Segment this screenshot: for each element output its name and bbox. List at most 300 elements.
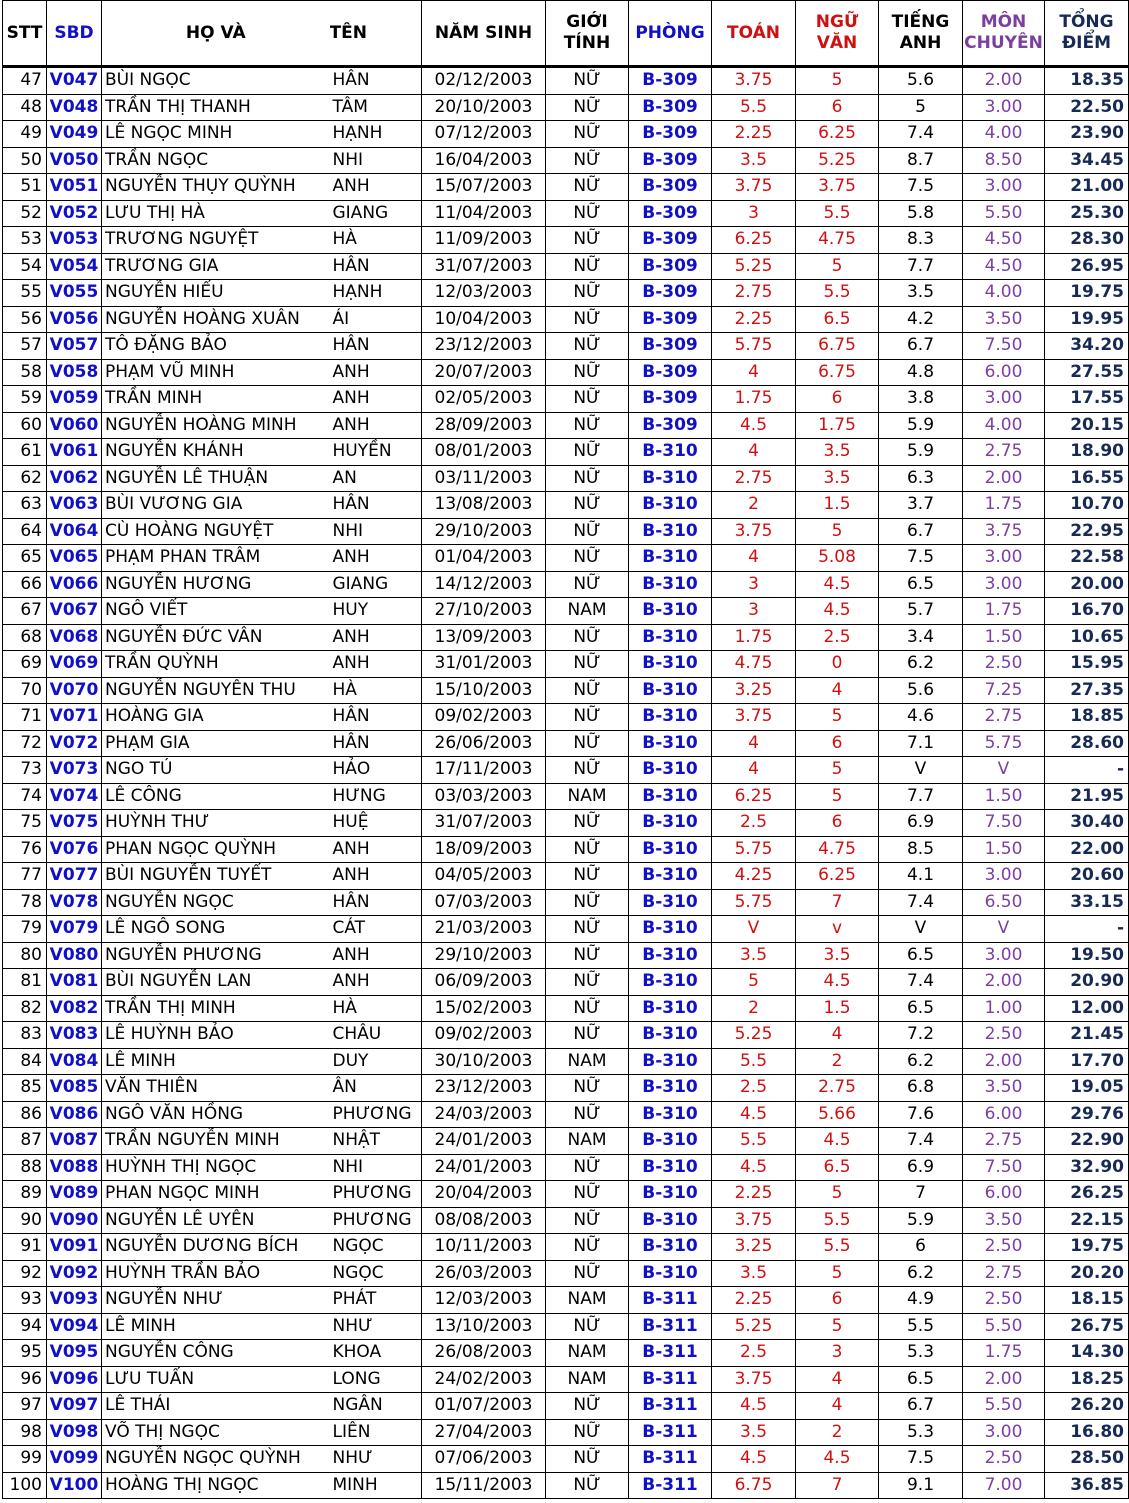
- cell-tieng-anh: 7.5: [879, 1446, 963, 1473]
- cell-nam-sinh: 23/12/2003: [422, 1075, 546, 1102]
- cell-ho: NGUYỄN KHÁNH: [102, 439, 330, 466]
- cell-tong-diem: 28.50: [1045, 1446, 1129, 1473]
- cell-tieng-anh: 5.7: [879, 598, 963, 625]
- cell-sbd: V057: [47, 333, 102, 360]
- cell-ngu-van: 6.5: [796, 306, 879, 333]
- cell-ngu-van: 4.5: [796, 571, 879, 598]
- cell-sbd: V073: [47, 757, 102, 784]
- cell-tieng-anh: V: [879, 916, 963, 943]
- cell-gioi-tinh: NỮ: [546, 863, 629, 890]
- cell-tong-diem: 20.00: [1045, 571, 1129, 598]
- cell-ho: PHẠM PHAN TRÂM: [102, 545, 330, 572]
- cell-tong-diem: 22.00: [1045, 836, 1129, 863]
- cell-stt: 98: [3, 1419, 47, 1446]
- cell-ho: NGUYỄN HOÀNG XUÂN: [102, 306, 330, 333]
- table-row: [3, 1207, 1129, 1234]
- cell-stt: 66: [3, 571, 47, 598]
- cell-nam-sinh: 02/12/2003: [422, 67, 546, 95]
- table-row: [3, 704, 1129, 731]
- cell-phong: B-310: [629, 1234, 712, 1261]
- cell-mon-chuyen: 3.50: [963, 1075, 1045, 1102]
- cell-toan: 2.25: [712, 1181, 796, 1208]
- cell-ngu-van: 3: [796, 1340, 879, 1367]
- cell-ho: HUỲNH THỊ NGỌC: [102, 1154, 330, 1181]
- cell-stt: 91: [3, 1234, 47, 1261]
- cell-mon-chuyen: 3.00: [963, 571, 1045, 598]
- cell-mon-chuyen: 2.00: [963, 1048, 1045, 1075]
- cell-stt: 79: [3, 916, 47, 943]
- table-row: [3, 942, 1129, 969]
- cell-sbd: V077: [47, 863, 102, 890]
- cell-stt: 51: [3, 174, 47, 201]
- cell-ngu-van: 5.5: [796, 280, 879, 307]
- cell-ngu-van: 2: [796, 1048, 879, 1075]
- cell-stt: 52: [3, 200, 47, 227]
- cell-gioi-tinh: NỮ: [546, 1393, 629, 1420]
- cell-sbd: V095: [47, 1340, 102, 1367]
- table-row: [3, 545, 1129, 572]
- cell-gioi-tinh: NỮ: [546, 518, 629, 545]
- cell-ngu-van: 5.08: [796, 545, 879, 572]
- cell-phong: B-310: [629, 863, 712, 890]
- cell-ho: LÊ NGÔ SONG: [102, 916, 330, 943]
- cell-nam-sinh: 24/03/2003: [422, 1101, 546, 1128]
- cell-phong: B-310: [629, 942, 712, 969]
- cell-gioi-tinh: NỮ: [546, 1154, 629, 1181]
- cell-toan: 4.5: [712, 1446, 796, 1473]
- cell-tong-diem: 26.25: [1045, 1181, 1129, 1208]
- header-toan: TOÁN: [712, 1, 796, 67]
- cell-stt: 99: [3, 1446, 47, 1473]
- table-row: [3, 359, 1129, 386]
- cell-ho: LÊ THÁI: [102, 1393, 330, 1420]
- cell-ngu-van: 1.5: [796, 995, 879, 1022]
- table-row: [3, 1048, 1129, 1075]
- cell-tieng-anh: 3.4: [879, 624, 963, 651]
- table-row: [3, 465, 1129, 492]
- cell-toan: 3.75: [712, 174, 796, 201]
- cell-gioi-tinh: NỮ: [546, 1234, 629, 1261]
- cell-stt: 59: [3, 386, 47, 413]
- cell-phong: B-310: [629, 1260, 712, 1287]
- cell-mon-chuyen: V: [963, 757, 1045, 784]
- cell-stt: 92: [3, 1260, 47, 1287]
- cell-tieng-anh: 6.5: [879, 1366, 963, 1393]
- cell-tieng-anh: 6.7: [879, 518, 963, 545]
- cell-ten: ANH: [330, 863, 422, 890]
- cell-ngu-van: 5.5: [796, 1207, 879, 1234]
- table-row: [3, 1260, 1129, 1287]
- cell-toan: 4: [712, 359, 796, 386]
- cell-phong: B-309: [629, 227, 712, 254]
- cell-gioi-tinh: NỮ: [546, 571, 629, 598]
- cell-phong: B-309: [629, 253, 712, 280]
- cell-phong: B-310: [629, 1154, 712, 1181]
- cell-tong-diem: 22.15: [1045, 1207, 1129, 1234]
- cell-sbd: V047: [47, 67, 102, 95]
- cell-ho: BÙI VƯƠNG GIA: [102, 492, 330, 519]
- cell-ten: ANH: [330, 969, 422, 996]
- cell-toan: 3: [712, 571, 796, 598]
- cell-tong-diem: 20.15: [1045, 412, 1129, 439]
- cell-tong-diem: 18.35: [1045, 67, 1129, 95]
- cell-ten: NHẬT: [330, 1128, 422, 1155]
- header-mon-chuyen: MÔN CHUYÊN: [963, 1, 1045, 67]
- cell-mon-chuyen: 2.50: [963, 651, 1045, 678]
- cell-ngu-van: 3.75: [796, 174, 879, 201]
- cell-gioi-tinh: NỮ: [546, 757, 629, 784]
- cell-ngu-van: 5: [796, 1313, 879, 1340]
- cell-toan: 5.25: [712, 1022, 796, 1049]
- cell-ten: NHƯ: [330, 1313, 422, 1340]
- cell-tieng-anh: 5.9: [879, 1207, 963, 1234]
- cell-mon-chuyen: 6.50: [963, 889, 1045, 916]
- table-row: [3, 1128, 1129, 1155]
- cell-ngu-van: 3.5: [796, 942, 879, 969]
- cell-mon-chuyen: 4.00: [963, 121, 1045, 148]
- cell-mon-chuyen: 3.00: [963, 386, 1045, 413]
- cell-phong: B-310: [629, 1048, 712, 1075]
- cell-ngu-van: 5: [796, 518, 879, 545]
- cell-nam-sinh: 27/04/2003: [422, 1419, 546, 1446]
- cell-sbd: V074: [47, 783, 102, 810]
- cell-ten: HÀ: [330, 995, 422, 1022]
- cell-ho: NGUYỄN PHƯƠNG: [102, 942, 330, 969]
- cell-sbd: V053: [47, 227, 102, 254]
- cell-mon-chuyen: 1.50: [963, 624, 1045, 651]
- cell-mon-chuyen: 6.00: [963, 359, 1045, 386]
- cell-toan: 4.5: [712, 1393, 796, 1420]
- cell-toan: 2.5: [712, 810, 796, 837]
- cell-sbd: V063: [47, 492, 102, 519]
- cell-mon-chuyen: 7.00: [963, 1472, 1045, 1499]
- table-row: [3, 1075, 1129, 1102]
- cell-sbd: V084: [47, 1048, 102, 1075]
- cell-tieng-anh: 5.3: [879, 1340, 963, 1367]
- cell-ten: CÁT: [330, 916, 422, 943]
- cell-toan: 1.75: [712, 386, 796, 413]
- cell-phong: B-309: [629, 121, 712, 148]
- cell-stt: 94: [3, 1313, 47, 1340]
- cell-tong-diem: -: [1045, 757, 1129, 784]
- table-row: [3, 995, 1129, 1022]
- cell-tieng-anh: 4.9: [879, 1287, 963, 1314]
- cell-stt: 54: [3, 253, 47, 280]
- cell-gioi-tinh: NỮ: [546, 386, 629, 413]
- table-row: [3, 571, 1129, 598]
- cell-phong: B-311: [629, 1419, 712, 1446]
- cell-ten: NGÂN: [330, 1393, 422, 1420]
- cell-nam-sinh: 03/11/2003: [422, 465, 546, 492]
- cell-toan: 6.25: [712, 227, 796, 254]
- cell-toan: 5.75: [712, 889, 796, 916]
- cell-phong: B-310: [629, 492, 712, 519]
- cell-gioi-tinh: NỮ: [546, 1419, 629, 1446]
- cell-ten: ANH: [330, 386, 422, 413]
- cell-tieng-anh: 6.8: [879, 1075, 963, 1102]
- table-row: [3, 280, 1129, 307]
- cell-toan: 3.5: [712, 942, 796, 969]
- cell-toan: 3.25: [712, 1234, 796, 1261]
- cell-tieng-anh: 6.2: [879, 1260, 963, 1287]
- cell-ten: HÂN: [330, 492, 422, 519]
- cell-ten: GIANG: [330, 571, 422, 598]
- cell-sbd: V082: [47, 995, 102, 1022]
- cell-gioi-tinh: NỮ: [546, 995, 629, 1022]
- cell-ngu-van: 1.5: [796, 492, 879, 519]
- cell-phong: B-310: [629, 624, 712, 651]
- cell-phong: B-310: [629, 889, 712, 916]
- cell-sbd: V065: [47, 545, 102, 572]
- cell-toan: 4.5: [712, 1154, 796, 1181]
- cell-stt: 80: [3, 942, 47, 969]
- cell-toan: 4.75: [712, 651, 796, 678]
- cell-tieng-anh: 7.4: [879, 1128, 963, 1155]
- cell-tieng-anh: 5: [879, 94, 963, 121]
- cell-phong: B-310: [629, 995, 712, 1022]
- cell-gioi-tinh: NỮ: [546, 1446, 629, 1473]
- cell-stt: 75: [3, 810, 47, 837]
- score-table: [2, 0, 1129, 1499]
- cell-nam-sinh: 01/07/2003: [422, 1393, 546, 1420]
- cell-nam-sinh: 15/02/2003: [422, 995, 546, 1022]
- cell-tieng-anh: 8.5: [879, 836, 963, 863]
- cell-sbd: V064: [47, 518, 102, 545]
- table-row: [3, 412, 1129, 439]
- cell-phong: B-310: [629, 836, 712, 863]
- cell-nam-sinh: 11/04/2003: [422, 200, 546, 227]
- cell-ten: HÂN: [330, 889, 422, 916]
- cell-nam-sinh: 08/01/2003: [422, 439, 546, 466]
- cell-tieng-anh: 5.8: [879, 200, 963, 227]
- cell-phong: B-309: [629, 147, 712, 174]
- cell-gioi-tinh: NỮ: [546, 465, 629, 492]
- cell-phong: B-310: [629, 651, 712, 678]
- cell-ho: BÙI NGUYỄN LAN: [102, 969, 330, 996]
- cell-tong-diem: 18.25: [1045, 1366, 1129, 1393]
- table-row: [3, 1419, 1129, 1446]
- cell-mon-chuyen: 2.00: [963, 1366, 1045, 1393]
- cell-ho: TRẦN NGỌC: [102, 147, 330, 174]
- table-row: [3, 439, 1129, 466]
- cell-phong: B-310: [629, 465, 712, 492]
- cell-toan: 4: [712, 439, 796, 466]
- table-row: [3, 200, 1129, 227]
- cell-ngu-van: 5: [796, 253, 879, 280]
- cell-phong: B-310: [629, 1075, 712, 1102]
- cell-tong-diem: 19.95: [1045, 306, 1129, 333]
- cell-stt: 63: [3, 492, 47, 519]
- cell-mon-chuyen: 3.00: [963, 863, 1045, 890]
- cell-ngu-van: 6: [796, 810, 879, 837]
- cell-tong-diem: 22.90: [1045, 1128, 1129, 1155]
- cell-ho: PHẠM VŨ MINH: [102, 359, 330, 386]
- cell-tieng-anh: 5.6: [879, 67, 963, 95]
- cell-tieng-anh: 7.4: [879, 969, 963, 996]
- cell-tong-diem: 32.90: [1045, 1154, 1129, 1181]
- cell-sbd: V061: [47, 439, 102, 466]
- cell-ho: PHAN NGỌC QUỲNH: [102, 836, 330, 863]
- cell-ho: NGUYỄN NHƯ: [102, 1287, 330, 1314]
- cell-stt: 58: [3, 359, 47, 386]
- cell-tong-diem: 25.30: [1045, 200, 1129, 227]
- cell-ho: NGUYỄN DƯƠNG BÍCH: [102, 1234, 330, 1261]
- cell-stt: 49: [3, 121, 47, 148]
- cell-gioi-tinh: NỮ: [546, 227, 629, 254]
- cell-gioi-tinh: NỮ: [546, 677, 629, 704]
- cell-tieng-anh: 6.9: [879, 810, 963, 837]
- cell-ten: NGỌC: [330, 1260, 422, 1287]
- cell-tong-diem: 34.20: [1045, 333, 1129, 360]
- cell-tieng-anh: 7.5: [879, 174, 963, 201]
- cell-ho: VĂN THIÊN: [102, 1075, 330, 1102]
- header-phong: PHÒNG: [629, 1, 712, 67]
- cell-toan: 5.25: [712, 253, 796, 280]
- cell-mon-chuyen: 2.50: [963, 1234, 1045, 1261]
- cell-ho: CÙ HOÀNG NGUYỆT: [102, 518, 330, 545]
- cell-tieng-anh: 6.7: [879, 1393, 963, 1420]
- cell-stt: 50: [3, 147, 47, 174]
- cell-ngu-van: 4.75: [796, 836, 879, 863]
- cell-tieng-anh: 9.1: [879, 1472, 963, 1499]
- cell-tong-diem: 21.00: [1045, 174, 1129, 201]
- cell-tieng-anh: 8.7: [879, 147, 963, 174]
- table-row: [3, 1366, 1129, 1393]
- cell-gioi-tinh: NỮ: [546, 200, 629, 227]
- cell-ten: PHƯƠNG: [330, 1101, 422, 1128]
- cell-mon-chuyen: 8.50: [963, 147, 1045, 174]
- cell-ho: LÊ MINH: [102, 1313, 330, 1340]
- cell-mon-chuyen: 2.75: [963, 1128, 1045, 1155]
- cell-nam-sinh: 07/06/2003: [422, 1446, 546, 1473]
- cell-gioi-tinh: NỮ: [546, 545, 629, 572]
- cell-stt: 61: [3, 439, 47, 466]
- cell-sbd: V070: [47, 677, 102, 704]
- cell-mon-chuyen: 3.50: [963, 1207, 1045, 1234]
- cell-ngu-van: 6.75: [796, 333, 879, 360]
- cell-mon-chuyen: 2.50: [963, 1446, 1045, 1473]
- cell-gioi-tinh: NAM: [546, 1366, 629, 1393]
- cell-sbd: V086: [47, 1101, 102, 1128]
- cell-sbd: V078: [47, 889, 102, 916]
- cell-ten: HUYỀN: [330, 439, 422, 466]
- cell-sbd: V075: [47, 810, 102, 837]
- cell-stt: 71: [3, 704, 47, 731]
- cell-ngu-van: 0: [796, 651, 879, 678]
- cell-tong-diem: 23.90: [1045, 121, 1129, 148]
- cell-tong-diem: 18.90: [1045, 439, 1129, 466]
- cell-mon-chuyen: 4.00: [963, 280, 1045, 307]
- cell-ngu-van: 5: [796, 704, 879, 731]
- cell-stt: 87: [3, 1128, 47, 1155]
- cell-phong: B-310: [629, 1181, 712, 1208]
- cell-toan: 4.5: [712, 412, 796, 439]
- cell-phong: B-310: [629, 1101, 712, 1128]
- cell-phong: B-310: [629, 677, 712, 704]
- cell-gioi-tinh: NỮ: [546, 1207, 629, 1234]
- cell-ngu-van: 7: [796, 1472, 879, 1499]
- cell-mon-chuyen: 5.50: [963, 1313, 1045, 1340]
- cell-mon-chuyen: 7.50: [963, 333, 1045, 360]
- cell-ho: NGUYỄN THỤY QUỲNH: [102, 174, 330, 201]
- cell-sbd: V083: [47, 1022, 102, 1049]
- cell-toan: 3.5: [712, 147, 796, 174]
- table-row: [3, 147, 1129, 174]
- cell-tong-diem: 21.45: [1045, 1022, 1129, 1049]
- header-tong-diem: TỔNG ĐIỂM: [1045, 1, 1129, 67]
- table-row: [3, 810, 1129, 837]
- table-row: [3, 624, 1129, 651]
- cell-mon-chuyen: 2.00: [963, 969, 1045, 996]
- cell-mon-chuyen: 1.75: [963, 598, 1045, 625]
- cell-nam-sinh: 30/10/2003: [422, 1048, 546, 1075]
- cell-phong: B-309: [629, 94, 712, 121]
- cell-ten: MINH: [330, 1472, 422, 1499]
- cell-stt: 64: [3, 518, 47, 545]
- cell-tieng-anh: V: [879, 757, 963, 784]
- cell-toan: 2.25: [712, 121, 796, 148]
- cell-stt: 77: [3, 863, 47, 890]
- cell-ho: TRẦN THỊ MINH: [102, 995, 330, 1022]
- cell-stt: 97: [3, 1393, 47, 1420]
- cell-toan: 5.75: [712, 333, 796, 360]
- cell-nam-sinh: 24/01/2003: [422, 1154, 546, 1181]
- table-row: [3, 227, 1129, 254]
- cell-ho: NGUYỄN HIẾU: [102, 280, 330, 307]
- table-body: [3, 67, 1129, 1499]
- cell-tong-diem: 19.05: [1045, 1075, 1129, 1102]
- cell-nam-sinh: 28/09/2003: [422, 412, 546, 439]
- cell-nam-sinh: 20/10/2003: [422, 94, 546, 121]
- cell-sbd: V079: [47, 916, 102, 943]
- cell-mon-chuyen: 2.50: [963, 1022, 1045, 1049]
- cell-sbd: V048: [47, 94, 102, 121]
- cell-tong-diem: -: [1045, 916, 1129, 943]
- cell-stt: 69: [3, 651, 47, 678]
- cell-toan: 2.25: [712, 1287, 796, 1314]
- cell-ten: ANH: [330, 942, 422, 969]
- cell-sbd: V098: [47, 1419, 102, 1446]
- cell-stt: 55: [3, 280, 47, 307]
- cell-tieng-anh: 4.1: [879, 863, 963, 890]
- cell-stt: 47: [3, 67, 47, 95]
- cell-nam-sinh: 13/09/2003: [422, 624, 546, 651]
- header-stt: STT: [3, 1, 47, 67]
- cell-mon-chuyen: 3.50: [963, 306, 1045, 333]
- cell-gioi-tinh: NỮ: [546, 121, 629, 148]
- cell-nam-sinh: 27/10/2003: [422, 598, 546, 625]
- cell-toan: 5.5: [712, 1048, 796, 1075]
- cell-phong: B-310: [629, 916, 712, 943]
- cell-ngu-van: 5: [796, 67, 879, 95]
- cell-tong-diem: 26.75: [1045, 1313, 1129, 1340]
- cell-ngu-van: 4.5: [796, 969, 879, 996]
- header-tieng-anh: TIẾNG ANH: [879, 1, 963, 67]
- cell-toan: 4.25: [712, 863, 796, 890]
- cell-tong-diem: 20.90: [1045, 969, 1129, 996]
- cell-tong-diem: 20.20: [1045, 1260, 1129, 1287]
- cell-ten: ANH: [330, 545, 422, 572]
- cell-stt: 81: [3, 969, 47, 996]
- cell-toan: 3.75: [712, 1207, 796, 1234]
- cell-gioi-tinh: NỮ: [546, 412, 629, 439]
- cell-tong-diem: 12.00: [1045, 995, 1129, 1022]
- cell-sbd: V054: [47, 253, 102, 280]
- cell-ten: AN: [330, 465, 422, 492]
- cell-gioi-tinh: NAM: [546, 1340, 629, 1367]
- cell-tong-diem: 15.95: [1045, 651, 1129, 678]
- cell-phong: B-311: [629, 1472, 712, 1499]
